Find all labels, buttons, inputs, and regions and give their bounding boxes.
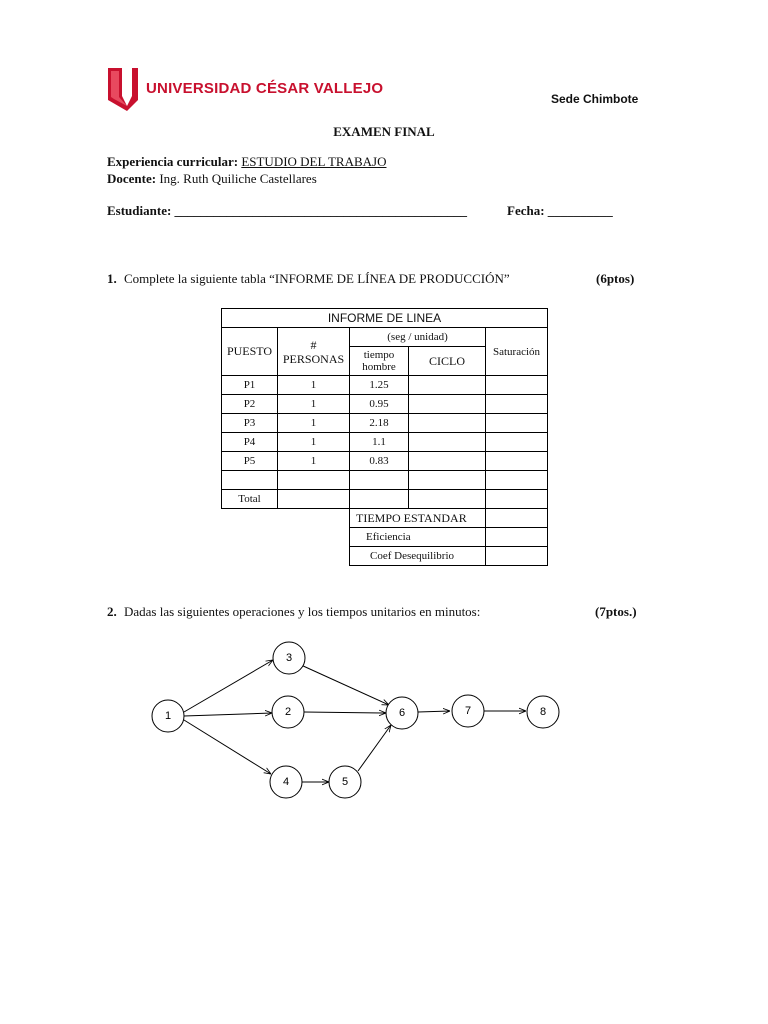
date-blank: __________ <box>547 203 613 218</box>
header-ciclo: CICLO <box>409 347 486 376</box>
spacer <box>222 509 350 528</box>
total-label: Total <box>222 490 278 509</box>
cell-personas: 1 <box>278 414 350 433</box>
eficiencia-label: Eficiencia <box>350 528 486 547</box>
edge-5-6 <box>358 725 391 771</box>
total-saturacion <box>486 490 548 509</box>
university-name: UNIVERSIDAD CÉSAR VALLEJO <box>146 80 384 97</box>
cell-puesto: P3 <box>222 414 278 433</box>
cell-saturacion <box>486 452 548 471</box>
table-row <box>222 376 548 395</box>
student-blank: _____________________________________________ <box>174 203 468 218</box>
header-tiempo <box>350 347 409 376</box>
course-line <box>107 154 386 170</box>
total-ciclo <box>409 490 486 509</box>
edge-6-7 <box>418 711 450 712</box>
node-label-1: 1 <box>164 710 172 722</box>
course-value: ESTUDIO DEL TRABAJO <box>241 154 387 169</box>
edge-1-4 <box>184 720 271 774</box>
coef-label: Coef Desequilibrio <box>350 547 486 566</box>
empty-cell <box>350 471 409 490</box>
cell-tiempo: 0.83 <box>350 452 409 471</box>
node-label-2: 2 <box>284 706 292 718</box>
cell-personas: 1 <box>278 376 350 395</box>
date-line <box>507 203 613 219</box>
question-1-number: 1. <box>107 271 117 286</box>
teacher-label: Docente: <box>107 171 157 186</box>
question-2-points: (7ptos.) <box>595 604 637 619</box>
question-1-points: (6ptos) <box>596 271 635 286</box>
empty-cell <box>486 471 548 490</box>
cell-ciclo <box>409 452 486 471</box>
node-label-5: 5 <box>341 776 349 788</box>
edge-1-2 <box>184 713 272 716</box>
question-2-number: 2. <box>107 604 117 619</box>
cell-tiempo: 0.95 <box>350 395 409 414</box>
node-label-6: 6 <box>398 707 406 719</box>
cell-personas: 1 <box>278 395 350 414</box>
question-1 <box>107 271 510 287</box>
cell-saturacion <box>486 376 548 395</box>
eficiencia-value <box>486 528 548 547</box>
node-label-4: 4 <box>282 776 290 788</box>
cell-puesto: P2 <box>222 395 278 414</box>
spacer <box>222 547 350 566</box>
table-row <box>222 414 548 433</box>
cell-saturacion <box>486 414 548 433</box>
tiempo-estandar-value <box>486 509 548 528</box>
cell-tiempo: 1.25 <box>350 376 409 395</box>
row-coef <box>222 547 548 566</box>
table-row-empty <box>222 471 548 490</box>
campus-label: Sede Chimbote <box>551 92 639 106</box>
coef-value <box>486 547 548 566</box>
empty-cell <box>409 471 486 490</box>
cell-puesto: P1 <box>222 376 278 395</box>
line-report-table <box>221 308 548 566</box>
cell-ciclo <box>409 433 486 452</box>
teacher-value: Ing. Ruth Quiliche Castellares <box>159 171 317 186</box>
table-row-total <box>222 490 548 509</box>
table-row <box>222 433 548 452</box>
teacher-line <box>107 171 317 187</box>
header-saturacion: Saturación <box>486 328 548 376</box>
cell-personas: 1 <box>278 433 350 452</box>
row-eficiencia <box>222 528 548 547</box>
header-personas-line1: # <box>310 337 317 352</box>
student-line <box>107 203 467 219</box>
empty-cell <box>222 471 278 490</box>
total-tiempo <box>350 490 409 509</box>
spacer <box>222 528 350 547</box>
total-personas <box>278 490 350 509</box>
header-puesto: PUESTO <box>222 328 278 376</box>
cell-ciclo <box>409 395 486 414</box>
student-label: Estudiante: <box>107 203 172 218</box>
question-1-text: Complete la siguiente tabla “INFORME DE LÍNEA DE PRODUCCIÓN” <box>124 271 510 286</box>
node-label-8: 8 <box>539 706 547 718</box>
cell-saturacion <box>486 395 548 414</box>
table-row <box>222 395 548 414</box>
cell-tiempo: 1.1 <box>350 433 409 452</box>
course-label: Experiencia curricular: <box>107 154 239 169</box>
table-row <box>222 452 548 471</box>
edge-3-6 <box>301 665 389 705</box>
tiempo-estandar-label: TIEMPO ESTANDAR <box>350 509 486 528</box>
cell-ciclo <box>409 376 486 395</box>
operations-network-diagram <box>140 636 570 806</box>
empty-cell <box>278 471 350 490</box>
header-personas <box>278 328 350 376</box>
table-title: INFORME DE LINEA <box>222 309 548 328</box>
question-2-text: Dadas las siguientes operaciones y los tiempos unitarios en minutos: <box>124 604 481 619</box>
edge-1-3 <box>184 660 273 712</box>
header-unit: (seg / unidad) <box>350 328 486 347</box>
exam-title: EXAMEN FINAL <box>333 124 435 139</box>
header-tiempo-line2: hombre <box>362 361 396 373</box>
cell-puesto: P5 <box>222 452 278 471</box>
date-label: Fecha: <box>507 203 545 218</box>
header-tiempo-line1: tiempo <box>363 349 395 361</box>
cell-puesto: P4 <box>222 433 278 452</box>
node-label-3: 3 <box>285 652 293 664</box>
cell-personas: 1 <box>278 452 350 471</box>
header-personas-line2: PERSONAS <box>282 351 345 366</box>
row-tiempo-estandar <box>222 509 548 528</box>
edge-2-6 <box>304 712 386 713</box>
node-label-7: 7 <box>464 705 472 717</box>
question-2 <box>107 604 480 620</box>
cell-saturacion <box>486 433 548 452</box>
cell-ciclo <box>409 414 486 433</box>
cell-tiempo: 2.18 <box>350 414 409 433</box>
